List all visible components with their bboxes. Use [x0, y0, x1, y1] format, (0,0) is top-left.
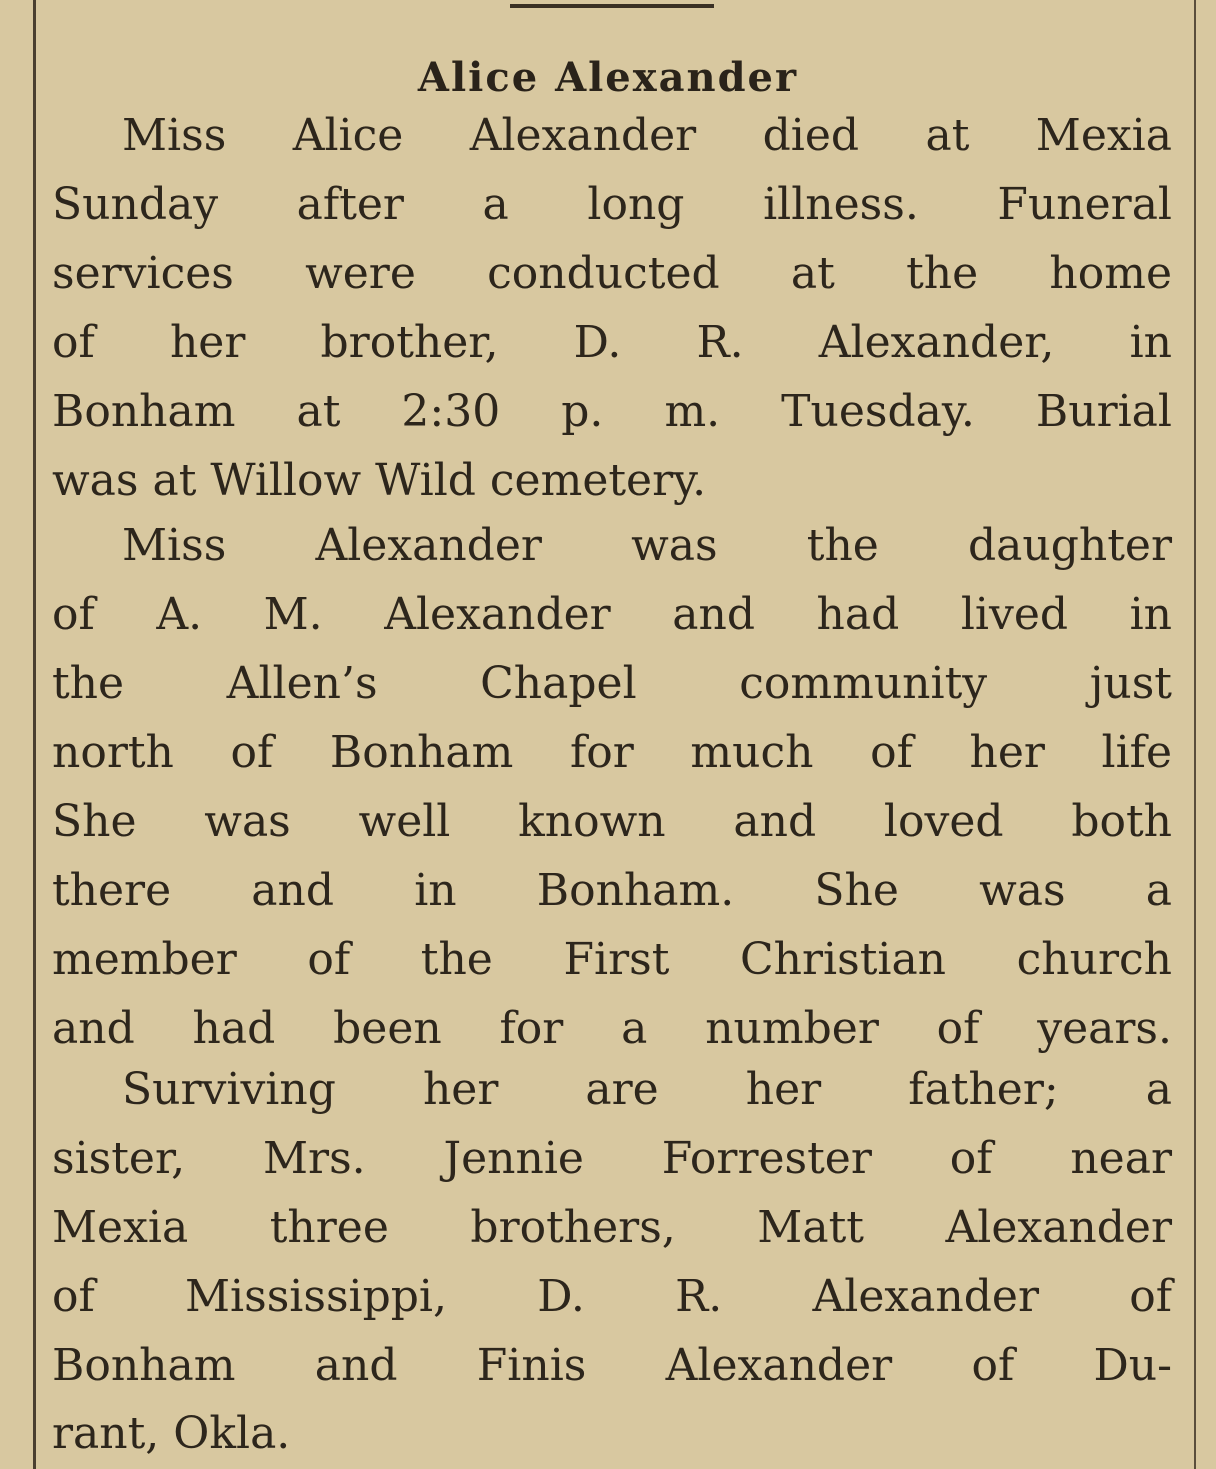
body-line: of Mississippi, D. R. Alexander of	[52, 1271, 1172, 1322]
body-line: sister, Mrs. Jennie Forrester of near	[52, 1133, 1172, 1184]
body-line: there and in Bonham. She was a	[52, 865, 1172, 916]
top-separator-bar	[510, 4, 714, 8]
body-line: Miss Alice Alexander died at Mexia	[122, 110, 1172, 161]
body-line: member of the First Christian church	[52, 934, 1172, 985]
body-line: Mexia three brothers, Matt Alexander	[52, 1202, 1172, 1253]
body-line: services were conducted at the home	[52, 248, 1172, 299]
body-line: Sunday after a long illness. Funeral	[52, 179, 1172, 230]
body-line: rant, Okla.	[52, 1408, 291, 1459]
obituary-headline: Alice Alexander	[417, 54, 799, 101]
body-line: Bonham at 2:30 p. m. Tuesday. Burial	[52, 386, 1172, 437]
body-line: She was well known and loved both	[52, 796, 1172, 847]
column-rule-right	[1194, 0, 1196, 1469]
body-line: of her brother, D. R. Alexander, in	[52, 317, 1172, 368]
body-line: was at Willow Wild cemetery.	[52, 455, 707, 506]
column-rule-left	[33, 0, 36, 1469]
body-line: north of Bonham for much of her life	[52, 727, 1172, 778]
body-line: Bonham and Finis Alexander of Du-	[52, 1340, 1172, 1391]
body-line: the Allen’s Chapel community just	[52, 658, 1172, 709]
body-line: and had been for a number of years.	[52, 1003, 1172, 1054]
body-line: of A. M. Alexander and had lived in	[52, 589, 1172, 640]
body-line: Miss Alexander was the daughter	[122, 520, 1172, 571]
body-line: Surviving her are her father; a	[122, 1064, 1172, 1115]
